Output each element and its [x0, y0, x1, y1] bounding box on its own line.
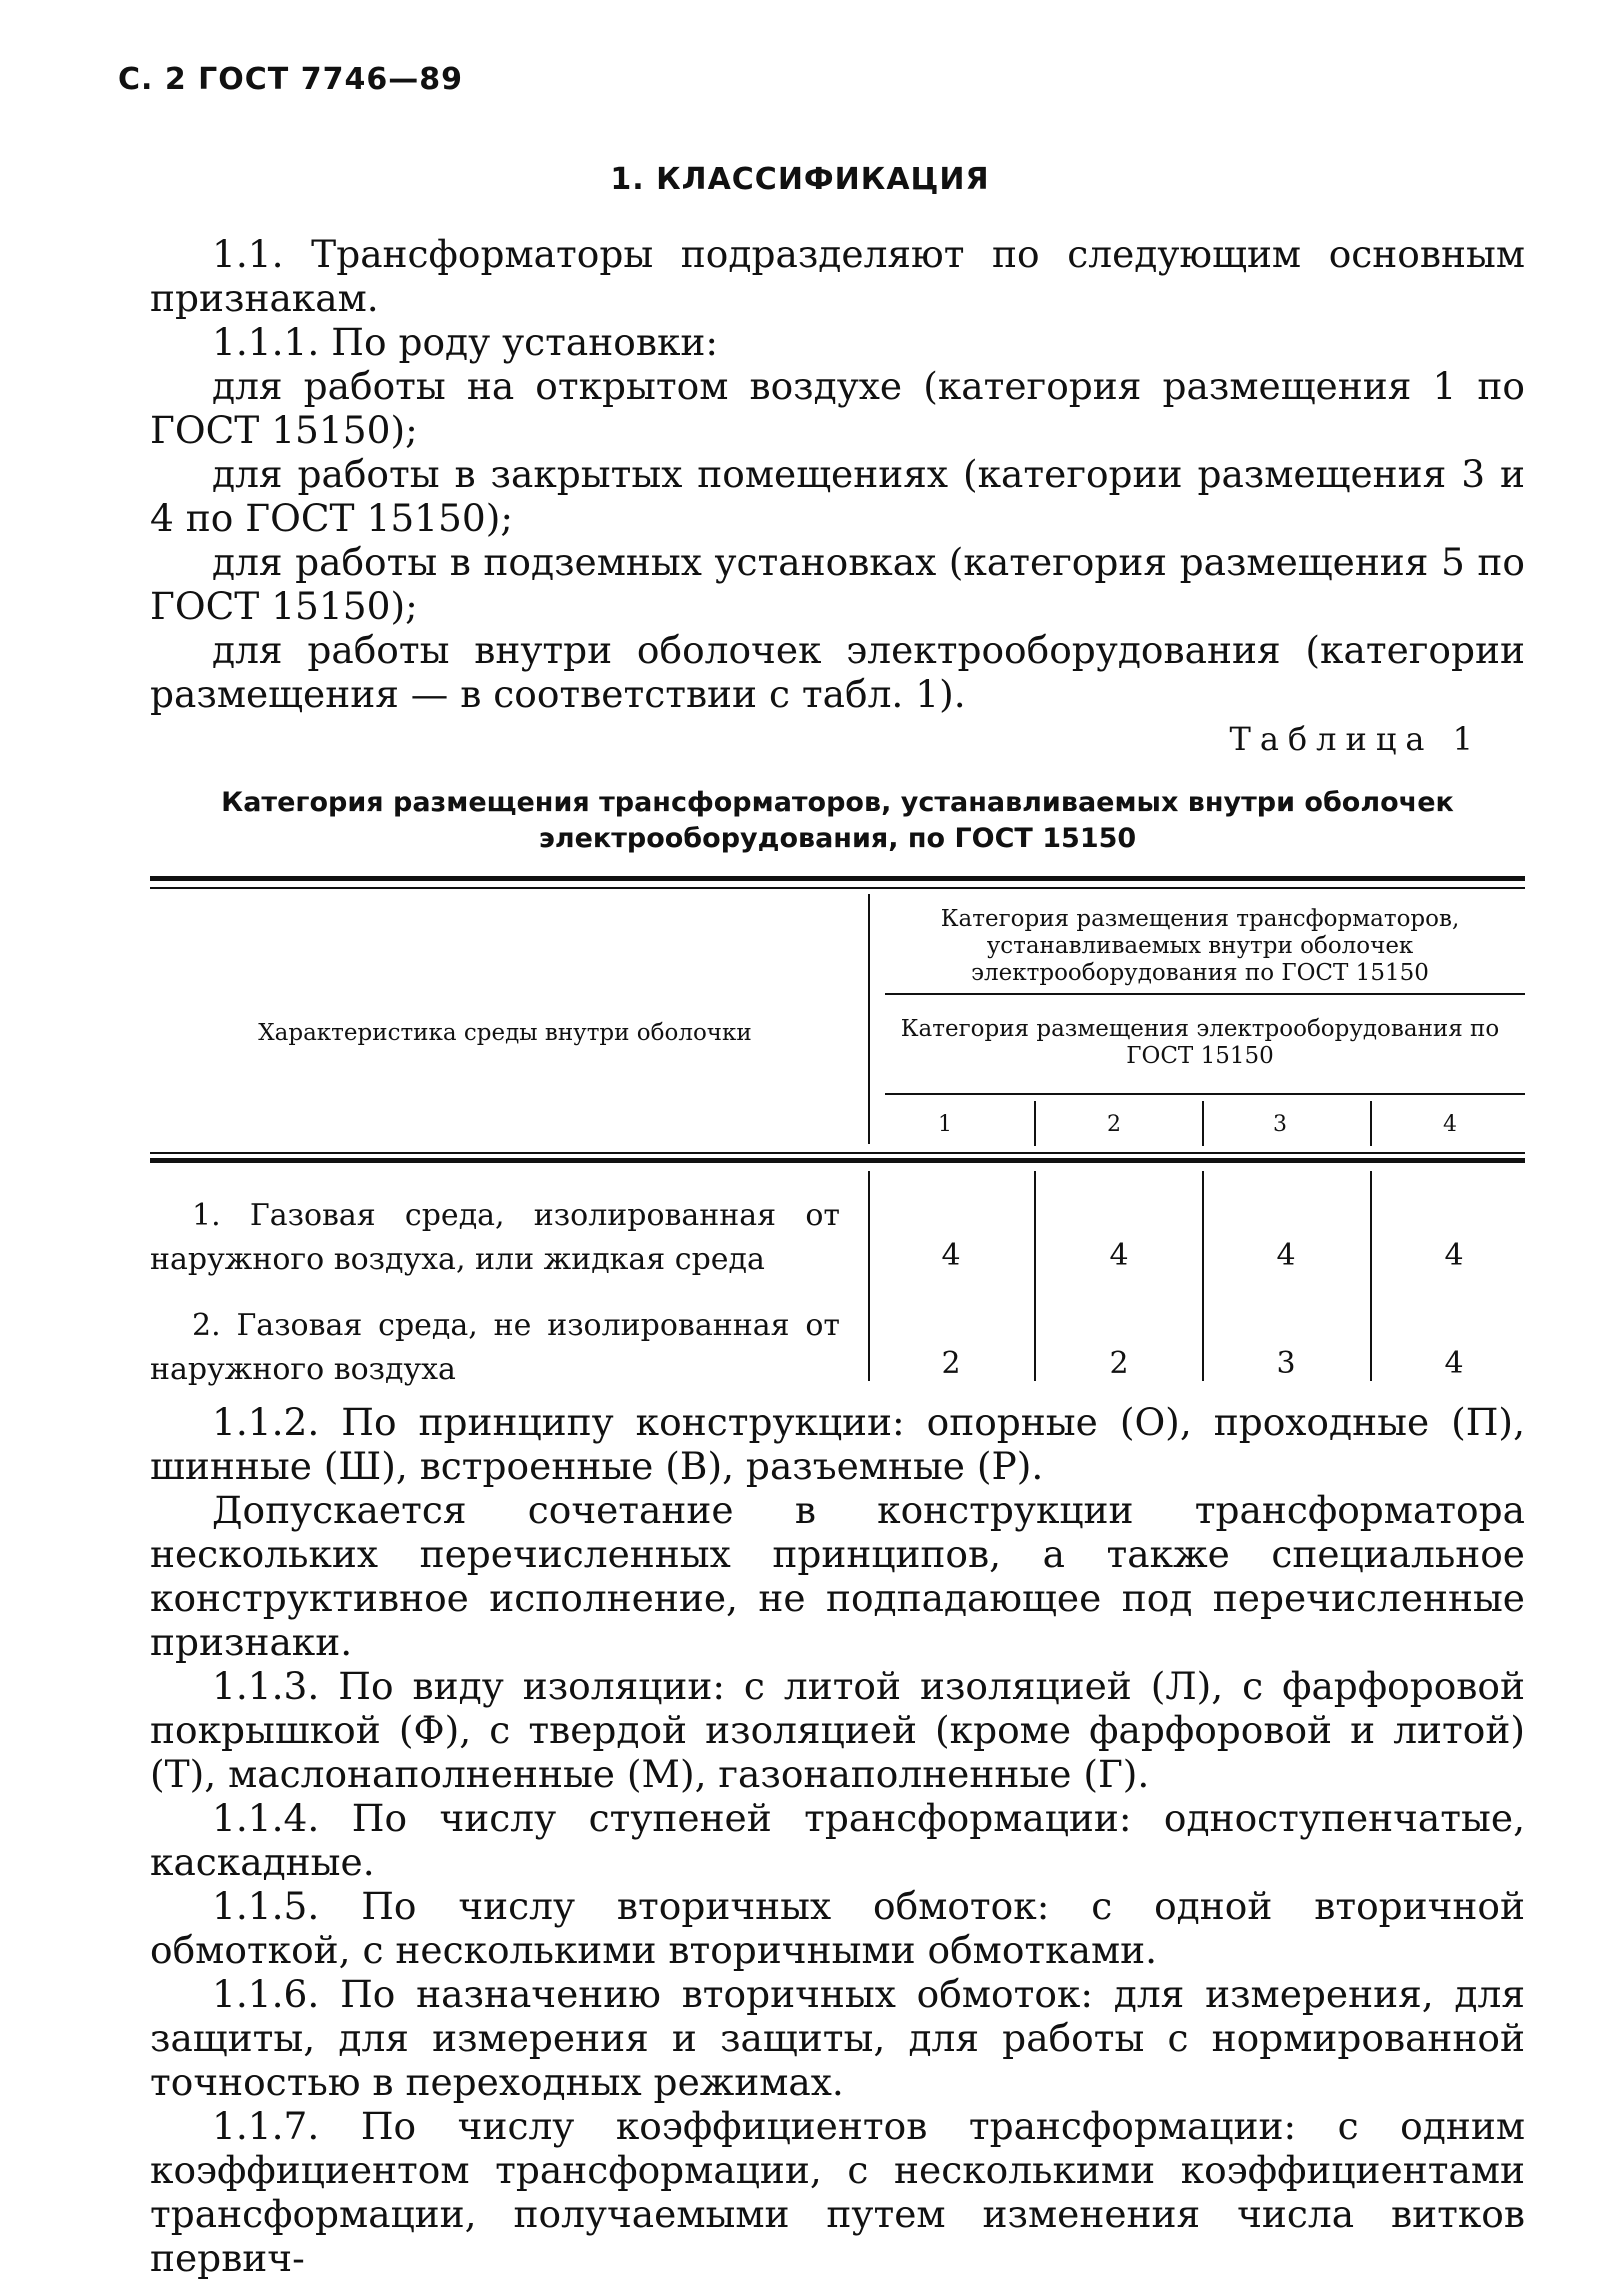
col-sep [1202, 1101, 1204, 1146]
col-sep [1034, 1101, 1036, 1146]
table-cell: 2 [1109, 1346, 1129, 1381]
col-sep [1370, 1101, 1372, 1146]
table-caption: Категория размещения трансформаторов, устанавливаемых внутри оболочек электрооборудования, по ГОСТ 15150 [221, 787, 1454, 854]
column-header-3: 3 [1273, 1112, 1287, 1137]
paragraph: 1.1.6. По назначению вторичных обмоток: для измерения, для защиты, для измерения и защиты, для работы с нормированной точностью в переходных режимах. [150, 1972, 1525, 2104]
body-col-sep [868, 1171, 870, 1381]
table-cell: 4 [1444, 1346, 1464, 1381]
header-left: Характеристика среды внутри оболочки [258, 1020, 752, 1046]
column-header-1: 1 [938, 1112, 952, 1137]
classification-table [150, 876, 1525, 1387]
table-cell: 4 [1444, 1238, 1464, 1273]
paragraph: для работы на открытом воздухе (категория размещения 1 по ГОСТ 15150); [150, 364, 1525, 452]
paragraph: 1.1.7. По числу коэффициентов трансформации: с одним коэффициентом трансформации, с несколькими коэффициентами трансформации, получаемыми путем изменения числа витков первич- [150, 2104, 1525, 2280]
paragraph: 1.1.2. По принципу конструкции: опорные (О), проходные (П), шинные (Ш), встроенные (В), разъемные (Р). [150, 1400, 1525, 1488]
section-title: 1. КЛАССИФИКАЦИЯ [610, 162, 990, 197]
table-label: Таблица 1 [1229, 720, 1482, 758]
body-col-sep [1202, 1171, 1204, 1381]
header-divider [868, 894, 870, 1144]
table-row-label: 1. Газовая среда, изолированная от наружного воздуха, или жидкая среда [150, 1198, 840, 1277]
body-col-sep [1034, 1171, 1036, 1381]
table-cell: 4 [941, 1238, 961, 1273]
body-text-bottom [150, 1400, 1525, 2280]
table-top-rule [150, 876, 1525, 881]
paragraph: 1.1.3. По виду изоляции: с литой изоляцией (Л), с фарфоровой покрышкой (Ф), с твердой изоляцией (кроме фарфоровой и литой) (Т), маслонаполненные (М), газонаполненные (Г). [150, 1664, 1525, 1796]
header-right-sub: Категория размещения электрооборудования по ГОСТ 15150 [900, 1016, 1500, 1069]
header-bottom-rule [150, 1158, 1525, 1163]
paragraph: для работы внутри оболочек электрооборудования (категории размещения — в соответствии с табл. 1). [150, 628, 1525, 716]
header-right-rule [885, 993, 1525, 995]
header-right-top: Категория размещения трансформаторов, устанавливаемых внутри оболочек электрооборудования по ГОСТ 15150 [940, 906, 1460, 986]
body-col-sep [1370, 1171, 1372, 1381]
table-cell: 2 [941, 1346, 961, 1381]
table-cell: 4 [1276, 1238, 1296, 1273]
running-head: С. 2 ГОСТ 7746—89 [118, 62, 463, 97]
body-text-top [150, 232, 1525, 716]
table-cell: 3 [1276, 1346, 1296, 1381]
paragraph: 1.1. Трансформаторы подразделяют по следующим основным признакам. [150, 232, 1525, 320]
header-bottom-rule-thin [150, 1152, 1525, 1154]
paragraph: 1.1.1. По роду установки: [212, 320, 719, 364]
table-row-label: 2. Газовая среда, не изолированная от наружного воздуха [150, 1308, 840, 1387]
table-cell: 4 [1109, 1238, 1129, 1273]
paragraph: для работы в закрытых помещениях (категории размещения 3 и 4 по ГОСТ 15150); [150, 452, 1525, 540]
paragraph: для работы в подземных установках (категория размещения 5 по ГОСТ 15150); [150, 540, 1525, 628]
paragraph: Допускается сочетание в конструкции трансформатора нескольких перечисленных принципов, а также специальное конструктивное исполнение, не подпадающее под перечисленные признаки. [150, 1488, 1525, 1664]
paragraph: 1.1.4. По числу ступеней трансформации: одноступенчатые, каскадные. [150, 1796, 1525, 1884]
table-top-rule-thin [150, 887, 1525, 889]
column-header-2: 2 [1107, 1112, 1121, 1137]
column-header-4: 4 [1443, 1112, 1457, 1137]
paragraph: 1.1.5. По числу вторичных обмоток: с одной вторичной обмоткой, с несколькими вторичными обмотками. [150, 1884, 1525, 1972]
header-sub-rule [885, 1093, 1525, 1095]
